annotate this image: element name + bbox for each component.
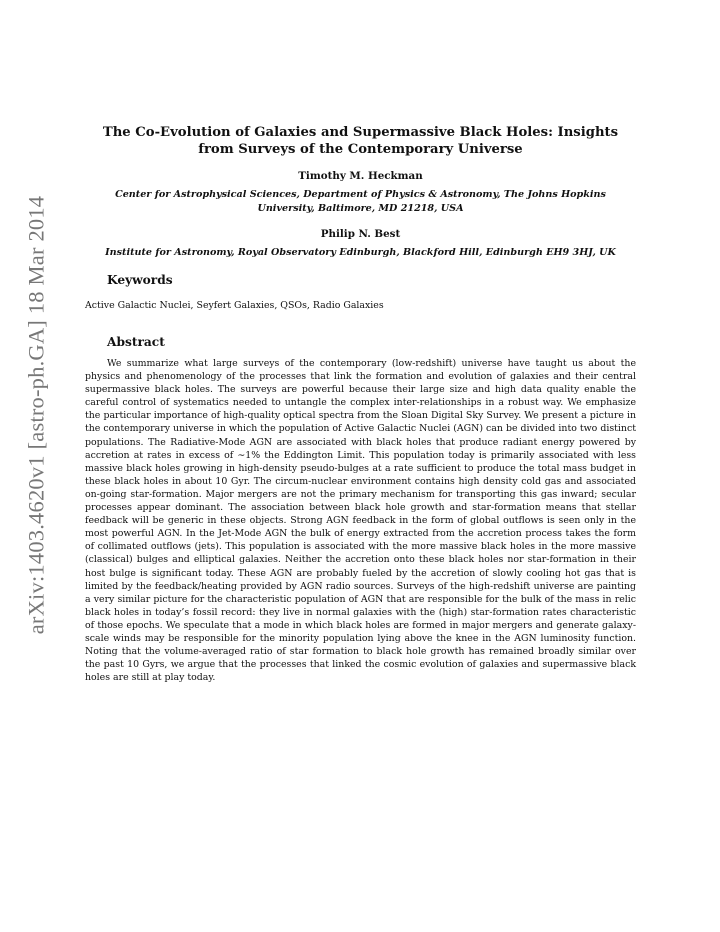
keywords-text: Active Galactic Nuclei, Seyfert Galaxies, QSOs, Radio Galaxies [85, 300, 384, 311]
author-affiliation-1: Center for Astrophysical Sciences, Department of Physics & Astronomy, The Johns Hopkins University, Baltimore, MD 21218, USA [115, 189, 606, 214]
arxiv-identifier: arXiv:1403.4620v1 [astro-ph.GA] 18 Mar 2014 [23, 195, 48, 635]
author-name-2: Philip N. Best [320, 228, 401, 240]
abstract-text: We summarize what large surveys of the contemporary (low-redshift) universe have taught us about the physics and phenomenology of the processes that link the formation and evolution of galaxies and their central supermassive black holes. The surveys are powerful because their large size and high data quality enable the careful control of systematics needed to untangle the complex inter-relationships in a robust way. We emphasize the particular importance of high-quality optical spectra from the Sloan Digital Sky Survey. We present a picture in the contemporary universe in which the population of Active Galactic Nuclei (AGN) can be divided into two distinct populations. The Radiative-Mode AGN are associated with black holes that produce radiant energy powered by accretion at rates in excess of ∼1% the Eddington Limit. This population today is primarily associated with less massive black holes growing in high-density pseudo-bulges at a rate sufficient to produce the total mass budget in these black holes in about 10 Gyr. The circum-nuclear environment contains high density cold gas and associated on-going star-formation. Major mergers are not the primary mechanism for transporting this gas inward; secular processes appear dominant. The association between black hole growth and star-formation means that stellar feedback will be generic in these objects. Strong AGN feedback in the form of global outflows is seen only in the most powerful AGN. In the Jet-Mode AGN the bulk of energy extracted from the accretion process takes the form of collimated outflows (jets). This population is associated with the more massive black holes in the more massive (classical) bulges and elliptical galaxies. Neither the accretion onto these black holes nor star-formation in their host bulge is significant today. These AGN are probably fueled by the accretion of slowly cooling hot gas that is limited by the feedback/heating provided by AGN radio sources. Surveys of the high-redshift universe are painting a very similar picture for the characteristic population of AGN that are responsible for the bulk of the mass in relic black holes in today’s fossil record: they live in normal galaxies with the (high) star-formation rates characteristic of those epochs. We speculate that a mode in which black holes are formed in major mergers and generate galaxy-scale winds may be responsible for the minority population lying above the knee in the AGN luminosity function. Noting that the volume-averaged ratio of star formation to black hole growth has remained broadly similar over the past 10 Gyrs, we argue that the processes that linked the cosmic evolution of galaxies and supermassive black holes are still at play today. [85, 358, 636, 684]
paper-content [85, 124, 636, 694]
paper-title: The Co-Evolution of Galaxies and Supermassive Black Holes: Insights from Surveys of the Contemporary Universe [102, 125, 619, 157]
author-name-1: Timothy M. Heckman [298, 170, 423, 182]
abstract-heading: Abstract [107, 335, 165, 349]
keywords-heading: Keywords [107, 273, 173, 287]
author-affiliation-2: Institute for Astronomy, Royal Observatory Edinburgh, Blackford Hill, Edinburgh EH9 3HJ, UK [105, 247, 616, 258]
arxiv-sidebar [18, 195, 54, 635]
